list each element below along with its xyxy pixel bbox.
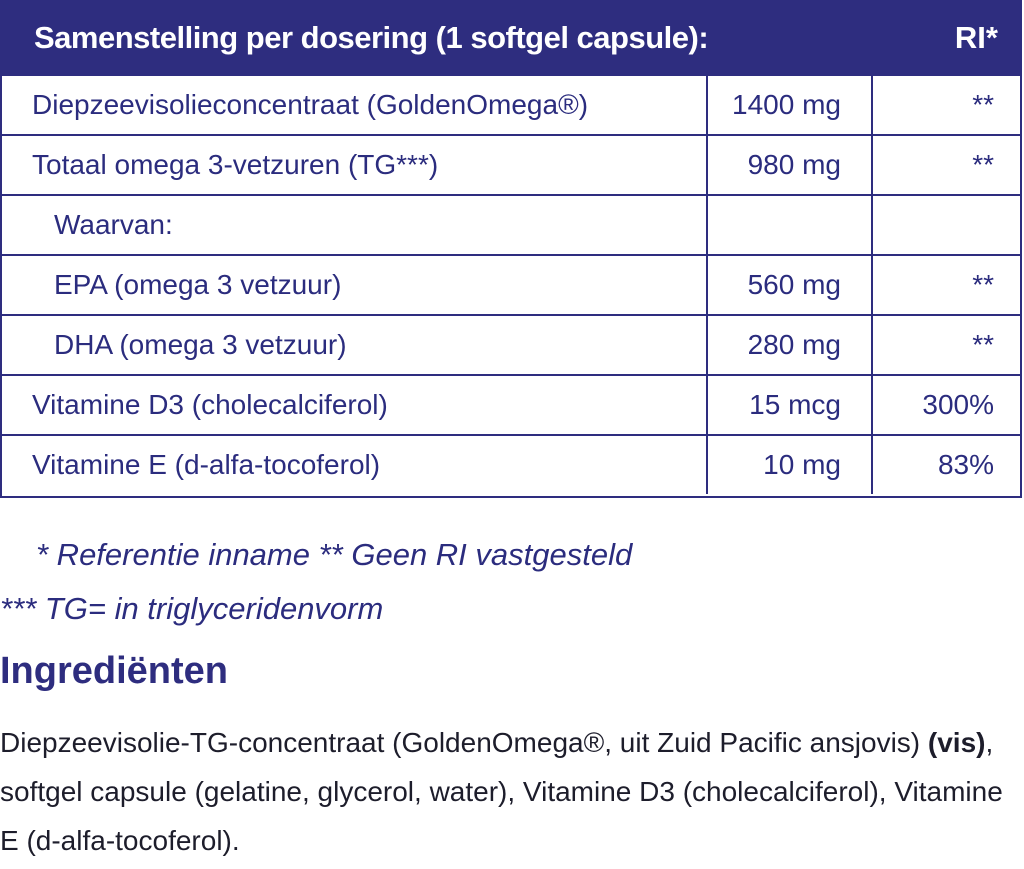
row-amount: [708, 196, 873, 254]
row-ri: **: [972, 269, 994, 300]
table-row: [2, 314, 1020, 374]
table-row: [2, 194, 1020, 254]
row-amount: 980 mg: [708, 136, 873, 194]
table-row: [2, 254, 1020, 314]
row-ri: 83%: [937, 449, 994, 480]
row-amount: 10 mg: [708, 436, 873, 494]
row-ri: **: [972, 149, 994, 180]
row-ri: 300%: [922, 389, 994, 420]
table-row: [2, 134, 1020, 194]
table-row: [2, 434, 1020, 494]
table-row: [2, 374, 1020, 434]
ingredients-text-part-1: Diepzeevisolie-TG-concentraat (GoldenOmega®, uit Zuid Pacific ansjovis): [0, 727, 928, 758]
row-amount: 280 mg: [708, 316, 873, 374]
row-amount: 1400 mg: [708, 76, 873, 134]
table-header-ri: RI*: [954, 20, 998, 55]
row-name: Waarvan:: [2, 196, 708, 254]
table-header-title: Samenstelling per dosering (1 softgel capsule):: [34, 20, 709, 55]
allergen-highlight: (vis): [927, 727, 986, 758]
footnotes: [0, 528, 1024, 636]
table-header: [2, 2, 1020, 74]
footnote-line-1: * Referentie inname ** Geen RI vastgesteld: [36, 537, 633, 572]
row-amount: 560 mg: [708, 256, 873, 314]
row-name: DHA (omega 3 vetzuur): [2, 316, 708, 374]
row-name: EPA (omega 3 vetzuur): [2, 256, 708, 314]
row-name: Totaal omega 3-vetzuren (TG***): [2, 136, 708, 194]
row-name: Vitamine D3 (cholecalciferol): [2, 376, 708, 434]
row-name: Diepzeevisolieconcentraat (GoldenOmega®): [2, 76, 708, 134]
row-ri: **: [972, 89, 994, 120]
row-ri: [873, 196, 1020, 254]
ingredients-text-part-2: , softgel capsule (gelatine, glycerol, water), Vitamine D3 (cholecalciferol), Vitamine E (d-alfa-tocoferol).: [0, 727, 1003, 856]
table-row: [2, 74, 1020, 134]
footnote-line-2: *** TG= in triglyceridenvorm: [0, 591, 384, 626]
row-name: Vitamine E (d-alfa-tocoferol): [2, 436, 708, 494]
row-amount: 15 mcg: [708, 376, 873, 434]
ingredients-heading: Ingrediënten: [0, 650, 229, 692]
ingredients-text: [0, 718, 1010, 865]
row-ri: **: [972, 329, 994, 360]
